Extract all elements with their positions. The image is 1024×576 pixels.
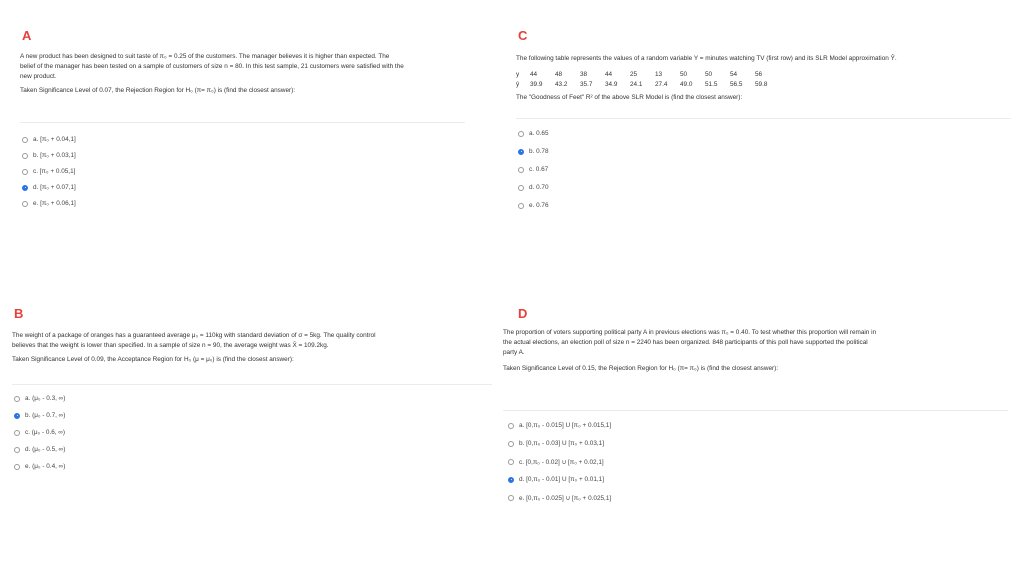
radio-button[interactable] bbox=[508, 459, 514, 465]
table-cell: 59.8 bbox=[755, 80, 768, 88]
table-cell: 56 bbox=[755, 70, 763, 78]
option-label: a. [0,π₀ - 0.015] U [π₀ + 0.015,1] bbox=[519, 422, 612, 429]
option-label: c. [0,π₀ - 0.02] ∪ [π₀ + 0.02,1] bbox=[519, 459, 604, 466]
panel-a bbox=[0, 0, 512, 290]
option-label: d. 0.70 bbox=[529, 184, 549, 191]
option-label: b. [0,π₀ - 0.03] U [π₀ + 0.03,1] bbox=[519, 440, 604, 447]
question-line: The weight of a package of oranges has a guaranteed average μ₀ = 110kg with standard deviation of σ = 5kg. The quality control bbox=[12, 332, 376, 339]
question-line: new product. bbox=[20, 73, 57, 80]
radio-button[interactable] bbox=[508, 477, 514, 483]
table-cell: 13 bbox=[655, 70, 663, 78]
question-line: party A. bbox=[503, 349, 525, 356]
option-label: d. [0,π₀ - 0.01] U [π₀ + 0.01,1] bbox=[519, 476, 604, 483]
option-label: e. [0,π₀ - 0.025] ∪ [π₀ + 0.025,1] bbox=[519, 495, 612, 502]
table-cell: 34.9 bbox=[605, 80, 618, 88]
panel-b bbox=[0, 290, 512, 576]
table-cell: 56.5 bbox=[730, 80, 743, 88]
table-row bbox=[516, 79, 780, 89]
option-label: a. 0.65 bbox=[529, 130, 549, 137]
option-label: a. (μ₀ - 0.3, ∞) bbox=[25, 395, 66, 402]
option-label: e. (μ₀ - 0.4, ∞) bbox=[25, 463, 66, 470]
divider bbox=[12, 384, 492, 385]
option-label: b. (μ₀ - 0.7, ∞) bbox=[25, 412, 66, 419]
answer-option[interactable] bbox=[518, 166, 548, 173]
answer-option[interactable] bbox=[22, 152, 76, 159]
answer-option[interactable] bbox=[518, 202, 549, 209]
question-text bbox=[12, 331, 492, 365]
answer-option[interactable] bbox=[22, 168, 75, 175]
answer-option[interactable] bbox=[14, 463, 65, 470]
answer-option[interactable] bbox=[508, 422, 611, 429]
question-line: A new product has been designed to suit taste of π₀ = 0.25 of the customers. The manager believes it is higher than expected. The bbox=[20, 53, 390, 60]
answer-option[interactable] bbox=[518, 184, 549, 191]
answer-option[interactable] bbox=[518, 130, 549, 137]
radio-button[interactable] bbox=[14, 396, 20, 402]
radio-button[interactable] bbox=[518, 185, 524, 191]
question-line: the actual elections, an election poll of size n = 2240 has been organized. 848 participants of this poll have supported the political bbox=[503, 339, 868, 346]
table-row bbox=[516, 69, 780, 79]
table-cell: 54 bbox=[730, 70, 738, 78]
answer-option[interactable] bbox=[518, 148, 549, 155]
table-cell: 35.7 bbox=[580, 80, 593, 88]
question-text: The "Goodness of Feet" R² of the above SLR Model is (find the closest answer): bbox=[516, 94, 743, 101]
radio-button[interactable] bbox=[518, 149, 524, 155]
divider bbox=[516, 118, 1011, 119]
table-cell: 27.4 bbox=[655, 80, 668, 88]
answer-option[interactable] bbox=[22, 200, 76, 207]
table-cell: 51.5 bbox=[705, 80, 718, 88]
radio-button[interactable] bbox=[518, 167, 524, 173]
panel-letter: A bbox=[22, 28, 32, 43]
table-cell: 50 bbox=[680, 70, 688, 78]
option-label: b. [π₀ + 0.03,1] bbox=[33, 152, 76, 159]
table-cell: 44 bbox=[605, 70, 613, 78]
radio-button[interactable] bbox=[14, 464, 20, 470]
divider bbox=[503, 410, 1008, 411]
table-cell: 38 bbox=[580, 70, 588, 78]
answer-option[interactable] bbox=[22, 136, 76, 143]
radio-button[interactable] bbox=[14, 430, 20, 436]
table-cell: 49.0 bbox=[680, 80, 693, 88]
radio-button[interactable] bbox=[22, 153, 28, 159]
table-cell: 24.1 bbox=[630, 80, 643, 88]
question-line: Taken Significance Level of 0.15, the Rejection Region for H₀ (π= π₀) is (find the closest answer): bbox=[503, 365, 779, 372]
radio-button[interactable] bbox=[22, 137, 28, 143]
answer-option[interactable] bbox=[14, 446, 65, 453]
table-cell: 50 bbox=[705, 70, 713, 78]
answer-option[interactable] bbox=[14, 412, 65, 419]
radio-button[interactable] bbox=[22, 201, 28, 207]
option-label: e. [π₀ + 0.06,1] bbox=[33, 200, 76, 207]
radio-button[interactable] bbox=[508, 423, 514, 429]
panel-letter: C bbox=[518, 28, 528, 43]
data-table bbox=[516, 69, 780, 89]
table-cell: 43.2 bbox=[555, 80, 568, 88]
question-line: believes that the weight is lower than specified. In a sample of size n = 90, the average weight was X̄ = 109.2kg. bbox=[12, 342, 329, 349]
table-cell: 39.9 bbox=[530, 80, 543, 88]
question-text: The following table represents the values of a random variable Y = minutes watching TV (first row) and its SLR Model approximation Ŷ. bbox=[516, 55, 897, 62]
table-cell: 25 bbox=[630, 70, 638, 78]
option-label: c. (μ₀ - 0.6, ∞) bbox=[25, 429, 66, 436]
radio-button[interactable] bbox=[518, 203, 524, 209]
question-line: The proportion of voters supporting political party A in previous elections was π₀ = 0.40. To test whether this proportion will remain in bbox=[503, 329, 877, 336]
answer-option[interactable] bbox=[14, 395, 65, 402]
answer-option[interactable] bbox=[508, 494, 611, 502]
table-cell: 44 bbox=[530, 70, 538, 78]
option-label: d. (μ₀ - 0.5, ∞) bbox=[25, 446, 66, 453]
radio-button[interactable] bbox=[518, 131, 524, 137]
panel-c bbox=[512, 0, 1024, 290]
option-label: d. [π₀ + 0.07,1] bbox=[33, 184, 76, 191]
option-label: c. 0.67 bbox=[529, 166, 549, 173]
row-label: y bbox=[516, 70, 520, 78]
question-text bbox=[503, 328, 1013, 374]
radio-button[interactable] bbox=[14, 413, 20, 419]
option-label: c. [π₀ + 0.05,1] bbox=[33, 168, 76, 175]
answer-option[interactable] bbox=[508, 476, 604, 483]
question-line: Taken Significance Level of 0.07, the Rejection Region for H₀ (π= π₀) is (find the closest answer): bbox=[20, 87, 296, 94]
option-label: e. 0.76 bbox=[529, 202, 549, 209]
panel-d bbox=[503, 290, 1024, 576]
question-text bbox=[20, 52, 490, 96]
question-line: belief of the manager has been tested on a sample of customers of size n = 80. In this test sample, 21 customers were satisfied with the bbox=[20, 63, 404, 70]
option-label: a. [π₀ + 0.04,1] bbox=[33, 136, 76, 143]
question-line: Taken Significance Level of 0.09, the Acceptance Region for H₀ (μ = μ₀) is (find the closest answer): bbox=[12, 356, 294, 363]
option-label: b. 0.78 bbox=[529, 148, 549, 155]
radio-button[interactable] bbox=[508, 495, 514, 501]
panel-letter: B bbox=[14, 306, 24, 321]
radio-button[interactable] bbox=[22, 169, 28, 175]
radio-button[interactable] bbox=[14, 447, 20, 453]
row-label: ŷ bbox=[516, 80, 520, 88]
answer-option[interactable] bbox=[22, 184, 76, 191]
answer-option[interactable] bbox=[508, 440, 604, 447]
radio-button[interactable] bbox=[508, 441, 514, 447]
table-cell: 48 bbox=[555, 70, 563, 78]
answer-option[interactable] bbox=[14, 429, 65, 436]
radio-button[interactable] bbox=[22, 185, 28, 191]
panel-letter: D bbox=[518, 306, 528, 321]
divider bbox=[20, 122, 465, 123]
answer-option[interactable] bbox=[508, 458, 604, 466]
